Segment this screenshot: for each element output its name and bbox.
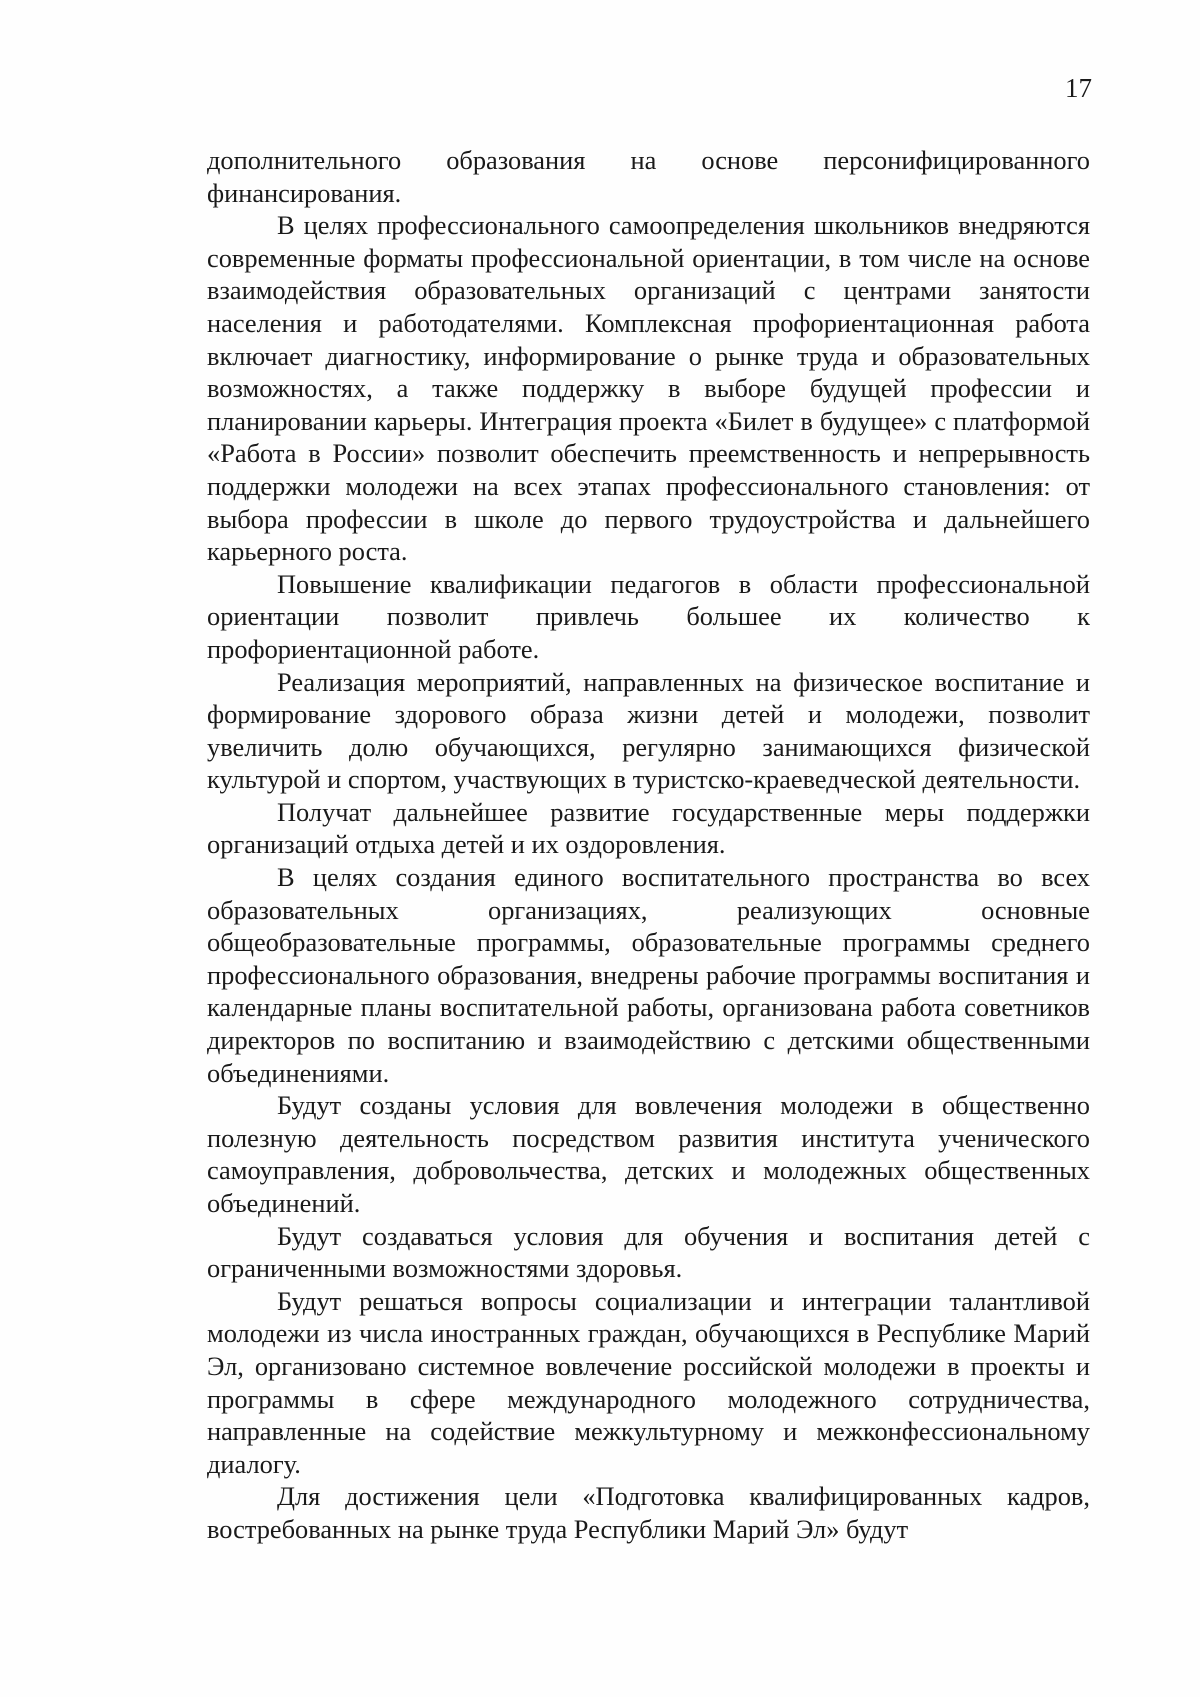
paragraph-youth-involvement: Будут созданы условия для вовлечения молодежи в общественно полезную деятельность посредством развития института ученического самоуправления, добровольчества, детских и молодежных общественных объединений.	[207, 1090, 1090, 1218]
paragraph-qualified-personnel: Для достижения цели «Подготовка квалифицированных кадров, востребованных на рынке труда Республики Марий Эл» будут	[207, 1481, 1090, 1544]
paragraph-teacher-training: Повышение квалификации педагогов в области профессиональной ориентации позволит привлечь большее их количество к профориентационной работе.	[207, 568, 1090, 664]
document-body	[207, 144, 1090, 1546]
paragraph-physical-education: Реализация мероприятий, направленных на физическое воспитание и формирование здорового образа жизни детей и молодежи, позволит увеличить долю обучающихся, регулярно занимающихся физической культурой и спортом, участвующих в туристско-краеведческой деятельности.	[207, 666, 1090, 795]
page-number: 17	[1065, 73, 1092, 103]
paragraph-disabilities: Будут создаваться условия для обучения и воспитания детей с ограниченными возможностями здоровья.	[207, 1220, 1090, 1284]
paragraph-recreation-support: Получат дальнейшее развитие государственные меры поддержки организаций отдыха детей и их оздоровления.	[207, 796, 1090, 860]
paragraph-educational-space: В целях создания единого воспитательного пространства во всех образовательных организациях, реализующих основные общеобразовательные программы, образовательные программы среднего профессионального образования, внедрены рабочие программы воспитания и календарные планы воспитательной работы, организована работа советников директоров по воспитанию и взаимодействию с детскими общественными объединениями.	[207, 862, 1090, 1088]
paragraph-continuation: дополнительного образования на основе персонифицированного финансирования.	[207, 145, 1090, 208]
paragraph-socialization: Будут решаться вопросы социализации и интеграции талантливой молодежи из числа иностранных граждан, обучающихся в Республике Марий Эл, организовано системное вовлечение российской молодежи в проекты и программы в сфере международного молодежного сотрудничества, направленные на содействие межкультурному и межконфессиональному диалогу.	[207, 1285, 1090, 1479]
paragraph-career-guidance: В целях профессионального самоопределения школьников внедряются современные форматы профессиональной ориентации, в том числе на основе взаимодействия образовательных организаций с центрами занятости населения и работодателями. Комплексная профориентационная работа включает диагностику, информирование о рынке труда и образовательных возможностях, а также поддержку в выборе будущей профессии и планировании карьеры. Интеграция проекта «Билет в будущее» с платформой «Работа в России» позволит обеспечить преемственность и непрерывность поддержки молодежи на всех этапах профессионального становления: от выбора профессии в школе до первого трудоустройства и дальнейшего карьерного роста.	[207, 210, 1090, 567]
